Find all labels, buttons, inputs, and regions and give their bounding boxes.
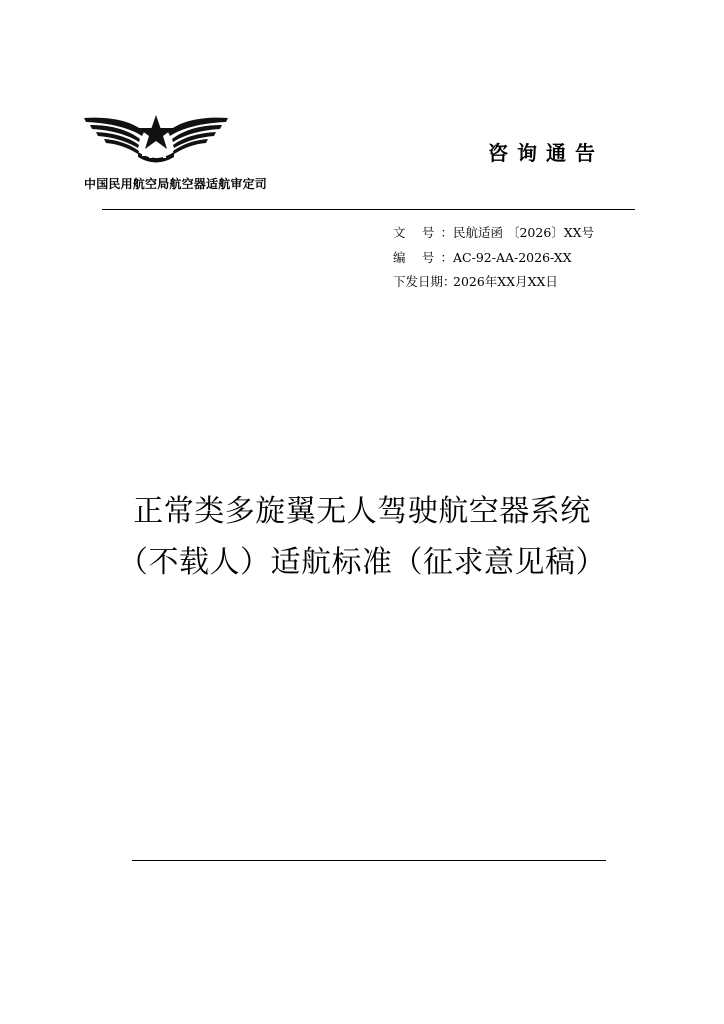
doc-number-label: 文 号： <box>393 225 453 240</box>
footer-divider <box>132 860 606 861</box>
issue-date-row <box>393 270 594 295</box>
notice-type-heading: 咨询通告 <box>488 141 604 165</box>
caac-logo-icon <box>82 112 230 166</box>
code-label: 编 号： <box>393 249 453 265</box>
code-value: AC-92-AA-2026-XX <box>453 249 572 265</box>
organization-name: 中国民用航空局航空器适航审定司 <box>84 177 268 191</box>
code-row <box>393 246 594 271</box>
doc-number-row <box>393 221 594 246</box>
title-line-2: （不载人）适航标准（征求意见稿） <box>118 545 606 580</box>
issue-date-label: 下发日期： <box>393 274 456 289</box>
title-line-1: 正常类多旋翼无人驾驶航空器系统 <box>133 494 591 529</box>
issue-date-value: 2026年XX月XX日 <box>453 274 558 289</box>
doc-number-value: 民航适函 〔2026〕XX号 <box>453 225 595 240</box>
header-divider <box>102 209 635 210</box>
document-title <box>0 486 724 588</box>
document-meta <box>393 221 594 295</box>
